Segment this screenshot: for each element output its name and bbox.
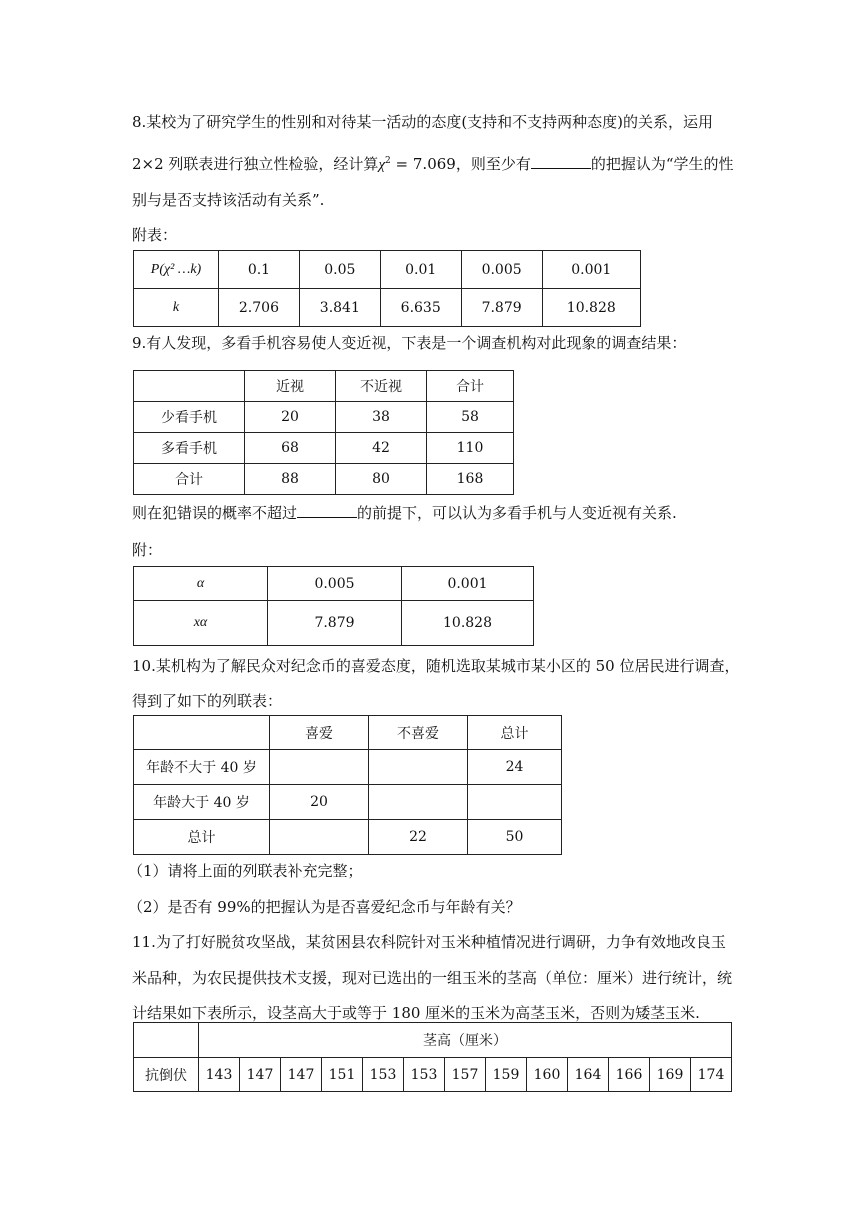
q11-line-1: 11.为了打好脱贫攻坚战，某贫困县农科院针对玉米种植情况进行调研，力争有效地改良玉 (132, 933, 726, 951)
table-cell: 0.1 (219, 251, 300, 289)
table-cell: 10.828 (402, 601, 534, 646)
table-cell (134, 1023, 199, 1058)
table-cell: 153 (404, 1058, 445, 1092)
table-cell: 168 (427, 464, 514, 495)
q9-survey-table (133, 370, 514, 495)
q8-critical-value-table (133, 250, 641, 327)
q11-stem-height-table (133, 1022, 732, 1092)
q9-line-2-end: 的前提下，可以认为多看手机与人变近视有关系. (357, 504, 677, 522)
q10-subquestion-1: （1）请将上面的列联表补充完整； (128, 862, 363, 880)
table-cell: 3.841 (299, 289, 380, 327)
table-cell: 42 (336, 433, 427, 464)
q8-line-2-mid: ，则至少有 (455, 155, 531, 173)
table-row (134, 402, 514, 433)
q8-appendix-label: 附表： (132, 226, 178, 244)
table-cell: 22 (369, 820, 468, 855)
q8-line-3: 别与是否支持该活动有关系”. (132, 191, 325, 209)
chi-symbol: χ (378, 157, 386, 173)
q9-appendix-label: 附： (132, 541, 163, 559)
table-row (134, 716, 562, 750)
table-row (134, 289, 641, 327)
table-row (134, 371, 514, 402)
q11-line-3: 计结果如下表所示，设茎高大于或等于 180 厘米的玉米为高茎玉米，否则为矮茎玉米. (132, 1004, 700, 1022)
table-header-cell: 茎高（厘米） (199, 1023, 732, 1058)
q10-line-1: 10.某机构为了解民众对纪念币的喜爱态度，随机选取某城市某小区的 50 位居民进行调查， (132, 657, 740, 675)
table-cell: 38 (336, 402, 427, 433)
table-cell: 164 (568, 1058, 609, 1092)
q9-appendix-table (133, 566, 534, 646)
q8-line-2 (132, 151, 734, 175)
table-cell: 少看手机 (134, 402, 245, 433)
table-cell: 166 (609, 1058, 650, 1092)
table-cell: 多看手机 (134, 433, 245, 464)
table-header-cell: 合计 (427, 371, 514, 402)
table-cell (270, 820, 369, 855)
table-cell: 年龄不大于 40 岁 (134, 750, 270, 785)
answer-blank (531, 154, 591, 169)
table-cell: 68 (245, 433, 336, 464)
table-cell: 0.01 (380, 251, 461, 289)
table-cell: 0.05 (299, 251, 380, 289)
table-cell: α (134, 567, 268, 601)
table-cell: 20 (245, 402, 336, 433)
table-cell: 10.828 (542, 289, 640, 327)
table-row (134, 251, 641, 289)
table-header-cell: 不喜爱 (369, 716, 468, 750)
table-cell: 合计 (134, 464, 245, 495)
table-cell: k (134, 289, 219, 327)
q9-line-1: 9.有人发现，多看手机容易使人变近视，下表是一个调查机构对此现象的调查结果： (132, 334, 687, 352)
table-row (134, 601, 534, 646)
table-cell (369, 785, 468, 820)
q9-line-2-start: 则在犯错误的概率不超过 (132, 504, 298, 522)
table-cell: 147 (240, 1058, 281, 1092)
table-cell: 0.005 (461, 251, 542, 289)
table-row (134, 1023, 732, 1058)
q10-contingency-table (133, 715, 562, 855)
table-cell: 20 (270, 785, 369, 820)
table-cell (270, 750, 369, 785)
table-cell: 88 (245, 464, 336, 495)
table-cell: 2.706 (219, 289, 300, 327)
q11-line-2: 米品种，为农民提供技术支援，现对已选出的一组玉米的茎高（单位：厘米）进行统计，统 (132, 969, 733, 987)
table-cell (468, 785, 562, 820)
table-cell: 151 (322, 1058, 363, 1092)
table-cell: 年龄大于 40 岁 (134, 785, 270, 820)
q10-subquestion-2: （2）是否有 99%的把握认为是否喜爱纪念币与年龄有关？ (128, 898, 521, 916)
table-header-cell: 近视 (245, 371, 336, 402)
table-cell: 24 (468, 750, 562, 785)
table-cell: 7.879 (461, 289, 542, 327)
table-cell: xα (134, 601, 268, 646)
chi-exponent: 2 (385, 156, 391, 166)
table-cell: 0.001 (542, 251, 640, 289)
table-cell: 169 (650, 1058, 691, 1092)
table-cell: 6.635 (380, 289, 461, 327)
table-cell: 0.001 (402, 567, 534, 601)
table-row (134, 567, 534, 601)
table-cell: 总计 (134, 820, 270, 855)
table-cell: 147 (281, 1058, 322, 1092)
table-cell: 50 (468, 820, 562, 855)
table-cell (369, 750, 468, 785)
table-row (134, 464, 514, 495)
table-cell: P(χ² …k) (134, 251, 219, 289)
table-cell: 0.005 (268, 567, 402, 601)
table-cell: 110 (427, 433, 514, 464)
table-cell: 80 (336, 464, 427, 495)
q9-line-2 (132, 503, 677, 523)
q10-line-2: 得到了如下的列联表： (132, 692, 283, 710)
table-cell: 159 (486, 1058, 527, 1092)
table-cell: 58 (427, 402, 514, 433)
table-row (134, 433, 514, 464)
table-header-cell (134, 371, 245, 402)
q8-line-1: 8.某校为了研究学生的性别和对待某一活动的态度(支持和不支持两种态度)的关系，运用 (132, 113, 714, 131)
table-header-cell: 总计 (468, 716, 562, 750)
table-cell: 143 (199, 1058, 240, 1092)
table-cell: 157 (445, 1058, 486, 1092)
table-cell: 7.879 (268, 601, 402, 646)
table-cell: 160 (527, 1058, 568, 1092)
answer-blank (297, 503, 357, 518)
q8-line-2-end: 的把握认为“学生的性 (590, 155, 734, 173)
table-header-cell (134, 716, 270, 750)
table-cell: 153 (363, 1058, 404, 1092)
q8-line-2-start: 2×2 列联表进行独立性检验，经计算 (132, 155, 379, 173)
table-row (134, 750, 562, 785)
table-header-cell: 不近视 (336, 371, 427, 402)
table-row (134, 785, 562, 820)
chi-value: = 7.069 (390, 155, 456, 173)
table-row (134, 820, 562, 855)
table-cell: 174 (691, 1058, 732, 1092)
table-row (134, 1058, 732, 1092)
table-header-cell: 喜爱 (270, 716, 369, 750)
table-cell: 抗倒伏 (134, 1058, 199, 1092)
